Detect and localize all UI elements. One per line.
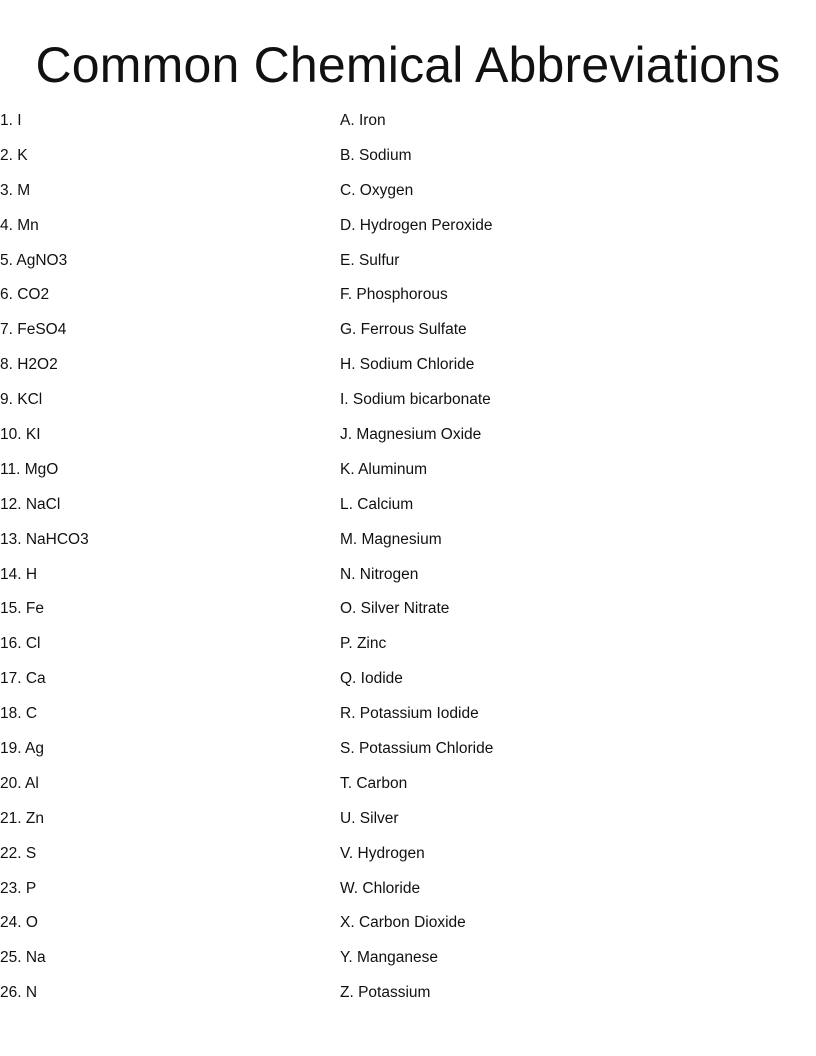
name-column: [340, 104, 816, 1011]
abbreviation-item: 19. Ag: [0, 740, 44, 758]
chemical-name-item: Y. Manganese: [340, 949, 438, 967]
abbreviation-item: 26. N: [0, 984, 38, 1002]
chemical-name-item: R. Potassium Iodide: [340, 705, 479, 723]
abbreviation-column: [0, 104, 340, 1011]
abbreviation-item: 10. KI: [0, 426, 41, 444]
chemical-name-item: M. Magnesium: [340, 530, 442, 548]
abbreviation-item: 12. NaCl: [0, 495, 61, 513]
chemical-name-item: A. Iron: [340, 112, 386, 129]
abbreviation-item: 18. C: [0, 705, 38, 723]
chemical-name-item: P. Zinc: [340, 635, 387, 653]
abbreviation-item: 9. KCl: [0, 391, 43, 409]
chemical-name-item: N. Nitrogen: [340, 565, 419, 583]
page-title: Common Chemical Abbreviations: [35, 37, 781, 93]
chemical-name-item: Z. Potassium: [340, 984, 431, 1002]
abbreviation-item: 15. Fe: [0, 600, 44, 618]
chemical-name-item: H. Sodium Chloride: [340, 356, 475, 374]
abbreviation-item: 17. Ca: [0, 670, 46, 688]
chemical-name-item: F. Phosphorous: [340, 286, 448, 304]
abbreviation-item: 16. Cl: [0, 635, 41, 653]
chemical-name-item: L. Calcium: [340, 495, 414, 513]
abbreviation-item: 13. NaHCO3: [0, 530, 89, 548]
abbreviation-item: 7. FeSO4: [0, 321, 67, 339]
chemical-name-item: I. Sodium bicarbonate: [340, 391, 491, 409]
chemical-name-item: G. Ferrous Sulfate: [340, 321, 467, 339]
abbreviation-item: 22. S: [0, 844, 37, 862]
chemical-name-item: O. Silver Nitrate: [340, 600, 450, 618]
abbreviation-item: 24. O: [0, 914, 38, 932]
abbreviation-item: 3. M: [0, 181, 31, 199]
chemical-name-item: D. Hydrogen Peroxide: [340, 216, 493, 234]
abbreviation-item: 11. MgO: [0, 460, 59, 478]
chemical-name-item: B. Sodium: [340, 146, 412, 164]
abbreviation-item: 21. Zn: [0, 809, 44, 827]
abbreviation-item: 4. Mn: [0, 216, 39, 234]
chemical-name-item: X. Carbon Dioxide: [340, 914, 466, 932]
abbreviation-item: 8. H2O2: [0, 356, 58, 374]
abbreviation-item: 5. AgNO3: [0, 251, 68, 269]
chemical-name-item: W. Chloride: [340, 879, 421, 897]
chemical-name-item: S. Potassium Chloride: [340, 740, 494, 758]
abbreviation-item: 25. Na: [0, 949, 46, 967]
chemical-name-item: T. Carbon: [340, 774, 408, 792]
chemical-name-item: V. Hydrogen: [340, 844, 425, 862]
chemical-name-item: J. Magnesium Oxide: [340, 426, 482, 444]
abbreviation-item: 20. Al: [0, 774, 39, 792]
chemical-name-item: E. Sulfur: [340, 251, 400, 269]
abbreviation-item: 2. K: [0, 146, 28, 164]
chemical-name-item: K. Aluminum: [340, 460, 428, 478]
chemical-name-item: U. Silver: [340, 809, 399, 827]
abbreviation-item: 6. CO2: [0, 286, 50, 304]
chemical-name-item: Q. Iodide: [340, 670, 403, 688]
matching-worksheet: [0, 104, 816, 1011]
abbreviation-item: 1. I: [0, 112, 22, 129]
chemical-name-item: C. Oxygen: [340, 181, 414, 199]
abbreviation-item: 23. P: [0, 879, 37, 897]
abbreviation-item: 14. H: [0, 565, 38, 583]
